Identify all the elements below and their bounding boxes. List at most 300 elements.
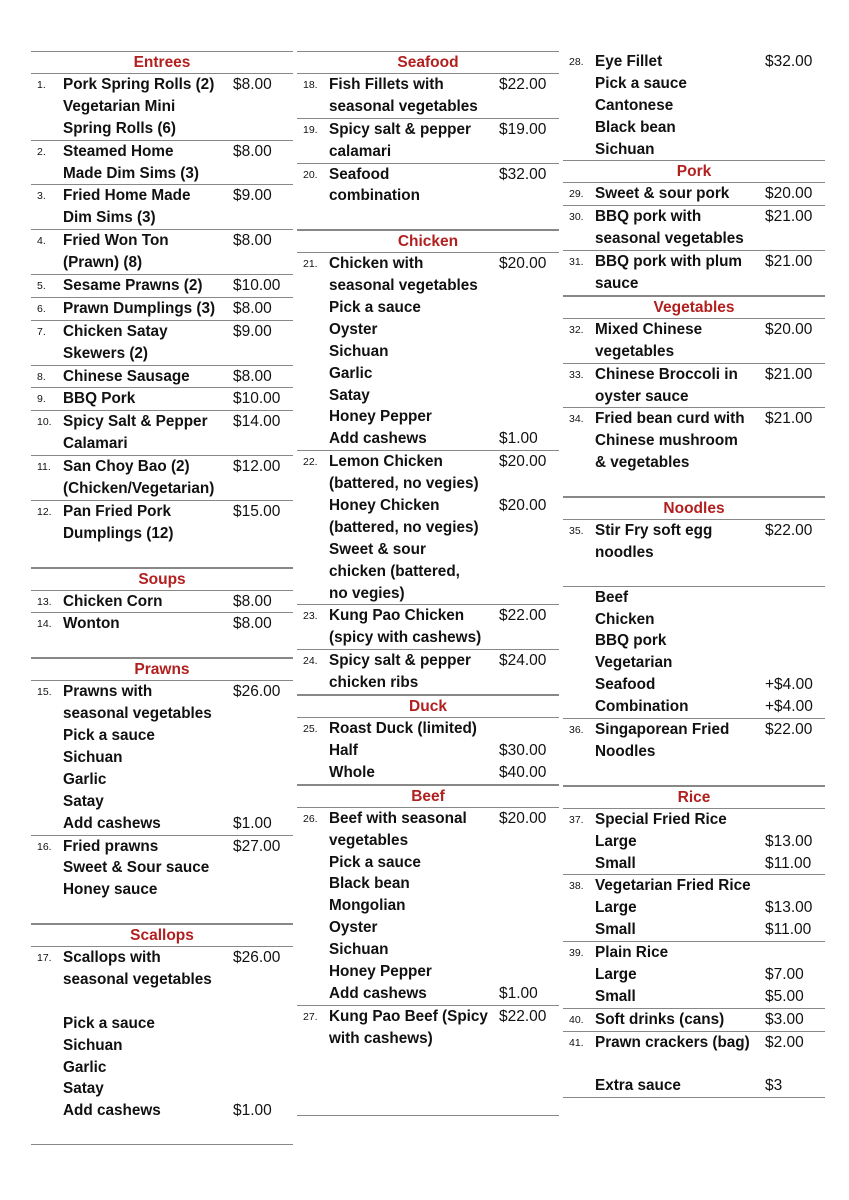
item-number — [297, 1093, 329, 1115]
item-number — [297, 141, 329, 163]
item-detail — [63, 545, 233, 567]
item-price — [499, 185, 559, 207]
item-price — [233, 545, 293, 567]
item-price — [233, 96, 293, 118]
menu-item — [31, 613, 293, 658]
item-detail: Sichuan — [63, 748, 123, 766]
item-price — [499, 275, 559, 297]
item-number — [563, 386, 595, 408]
item-number — [563, 139, 595, 161]
item-detail: Small — [595, 987, 636, 1005]
item-name: Mixed Chinese — [595, 320, 703, 338]
item-detail: Half — [329, 741, 358, 759]
item-price — [499, 1071, 559, 1093]
item-name: Fried prawns — [63, 837, 159, 855]
item-price — [233, 725, 293, 747]
item-price: $8.00 — [233, 299, 272, 317]
menu-item — [563, 942, 825, 1009]
item-number — [563, 696, 595, 718]
item-detail: (Prawn) (8) — [63, 254, 143, 272]
item-number — [563, 73, 595, 95]
item-detail: Sichuan — [329, 342, 389, 360]
item-name: Chinese Broccoli in — [595, 365, 738, 383]
item-price — [499, 939, 559, 961]
item-price — [233, 901, 293, 923]
item-price — [765, 542, 825, 564]
item-number — [563, 652, 595, 674]
item-number — [31, 1078, 63, 1100]
item-price — [499, 672, 559, 694]
item-name: Chinese Sausage — [63, 367, 190, 385]
item-number — [297, 297, 329, 319]
item-detail: Add cashews — [329, 430, 427, 448]
item-price: +$4.00 — [765, 676, 813, 694]
item-detail: Noodles — [595, 742, 656, 760]
item-number — [31, 207, 63, 229]
item-detail: Mongolian — [329, 897, 406, 915]
item-price — [499, 385, 559, 407]
item-number — [563, 763, 595, 785]
item-number — [297, 961, 329, 983]
menu-item — [563, 206, 825, 251]
item-detail: Pick a sauce — [595, 74, 687, 92]
menu-item — [31, 366, 293, 389]
item-price — [765, 809, 825, 831]
item-number — [563, 542, 595, 564]
item-detail: oyster sauce — [595, 387, 689, 405]
item-price: +$4.00 — [765, 698, 813, 716]
item-detail: Sichuan — [63, 1036, 123, 1054]
item-price: $1.00 — [499, 984, 538, 1002]
item-price — [765, 652, 825, 674]
item-price — [233, 703, 293, 725]
item-detail: with cashews) — [329, 1029, 433, 1047]
item-number — [31, 769, 63, 791]
item-price: $10.00 — [233, 390, 281, 408]
item-price: $9.00 — [233, 322, 272, 340]
item-detail — [595, 474, 765, 496]
item-detail: Small — [595, 854, 636, 872]
menu-item — [31, 321, 293, 366]
item-price: $26.00 — [233, 683, 281, 701]
item-price: $20.00 — [765, 185, 813, 203]
item-number — [297, 363, 329, 385]
item-price: $21.00 — [765, 410, 813, 428]
item-detail: Garlic — [63, 770, 107, 788]
item-price — [233, 343, 293, 365]
item-price — [233, 791, 293, 813]
item-number — [297, 917, 329, 939]
item-number: 38. — [569, 880, 584, 893]
item-name: Steamed Home — [63, 142, 174, 160]
item-number — [297, 207, 329, 229]
item-price — [499, 539, 559, 561]
item-number: 15. — [37, 686, 52, 699]
section-heading-seafood: Seafood — [297, 51, 559, 74]
menu-item — [31, 591, 293, 614]
menu-item — [297, 253, 559, 451]
menu-item — [297, 718, 559, 785]
item-number — [297, 185, 329, 207]
item-detail: chicken ribs — [329, 674, 419, 692]
item-price: $24.00 — [499, 652, 547, 670]
item-price — [499, 895, 559, 917]
item-detail — [329, 1071, 499, 1093]
item-name: Prawn crackers (bag) — [595, 1033, 750, 1051]
item-detail: Honey Pepper — [329, 408, 432, 426]
item-number — [31, 791, 63, 813]
item-price — [499, 627, 559, 649]
item-number — [563, 430, 595, 452]
item-name: Vegetarian Fried Rice — [595, 877, 751, 895]
item-detail — [329, 1093, 499, 1115]
item-detail: vegetables — [329, 831, 409, 849]
item-price — [765, 609, 825, 631]
item-number — [297, 895, 329, 917]
item-number — [297, 740, 329, 762]
item-price: $32.00 — [499, 165, 547, 183]
item-name: Lemon Chicken — [329, 453, 443, 471]
item-detail: Satay — [63, 792, 104, 810]
item-number — [297, 385, 329, 407]
menu-item — [297, 119, 559, 164]
item-number: 29. — [569, 188, 584, 201]
menu-column-3 — [563, 51, 825, 1098]
item-number — [297, 96, 329, 118]
item-price: $11.00 — [765, 921, 812, 939]
item-name: Kung Pao Chicken — [329, 607, 465, 625]
item-number — [563, 341, 595, 363]
section-heading-duck: Duck — [297, 695, 559, 718]
item-detail — [595, 763, 765, 785]
item-number — [31, 635, 63, 657]
item-detail: seasonal vegetables — [595, 230, 744, 248]
item-price: $30.00 — [499, 741, 547, 759]
item-price — [765, 1054, 825, 1076]
menu-item — [563, 520, 825, 587]
item-number: 35. — [569, 525, 584, 538]
item-number — [31, 1122, 63, 1144]
item-name: Fried bean curd with — [595, 410, 745, 428]
item-number — [297, 830, 329, 852]
item-number: 30. — [569, 211, 584, 224]
item-detail: Sweet & sour — [329, 540, 426, 558]
item-name: Fish Fillets with — [329, 76, 444, 93]
item-number: 11. — [37, 461, 51, 474]
menu-item — [31, 411, 293, 456]
item-detail: Pick a sauce — [63, 1014, 155, 1032]
item-number — [563, 474, 595, 496]
item-number: 18. — [303, 79, 318, 91]
item-price — [499, 363, 559, 385]
item-number — [563, 986, 595, 1008]
item-number — [297, 1071, 329, 1093]
section-heading-noodles: Noodles — [563, 497, 825, 520]
section-heading-prawns: Prawns — [31, 658, 293, 681]
item-number: 20. — [303, 168, 318, 181]
item-price: $26.00 — [233, 949, 281, 967]
item-price — [499, 583, 559, 605]
item-number — [297, 672, 329, 694]
item-number — [31, 478, 63, 500]
item-name: Chicken with — [329, 255, 424, 273]
item-detail: (battered, no vegies) — [329, 518, 479, 536]
item-detail: Honey Pepper — [329, 962, 432, 980]
item-number: 16. — [37, 840, 52, 853]
item-price: $8.00 — [233, 367, 272, 385]
menu-item — [31, 388, 293, 411]
item-price — [499, 1050, 559, 1072]
item-name: Beef with seasonal — [329, 809, 467, 827]
item-price — [765, 386, 825, 408]
item-detail: Garlic — [329, 364, 373, 382]
item-detail: Add cashews — [63, 1102, 161, 1120]
item-number — [31, 1013, 63, 1035]
item-price: $5.00 — [765, 987, 804, 1005]
item-number — [297, 319, 329, 341]
item-number: 23. — [303, 610, 318, 623]
item-number — [31, 725, 63, 747]
item-name: Spicy Salt & Pepper — [63, 413, 208, 431]
item-number: 27. — [303, 1010, 318, 1023]
item-price — [499, 473, 559, 495]
menu-item — [297, 605, 559, 650]
item-number: 31. — [569, 256, 584, 269]
item-detail: seasonal vegetables — [63, 705, 212, 723]
item-number: 34. — [569, 413, 584, 426]
section-heading-soups: Soups — [31, 568, 293, 591]
item-number: 26. — [303, 812, 318, 825]
item-number — [31, 343, 63, 365]
item-detail — [63, 1122, 233, 1144]
item-name: Sesame Prawns (2) — [63, 277, 203, 295]
item-price — [499, 341, 559, 363]
item-name: Prawn Dumplings (3) — [63, 299, 216, 317]
item-detail: Satay — [329, 386, 370, 404]
item-number — [563, 741, 595, 763]
item-number: 39. — [569, 947, 584, 960]
item-number — [31, 1035, 63, 1057]
item-detail: sauce — [595, 275, 639, 293]
item-price: $19.00 — [499, 120, 547, 138]
menu-item — [297, 1006, 559, 1116]
item-number — [563, 630, 595, 652]
item-price — [499, 830, 559, 852]
item-price — [233, 1035, 293, 1057]
item-number: 14. — [37, 618, 52, 631]
item-number: 32. — [569, 323, 584, 336]
menu-item — [563, 183, 825, 206]
item-number — [31, 879, 63, 901]
item-number — [31, 857, 63, 879]
item-price: $13.00 — [765, 832, 813, 850]
item-number: 4. — [37, 235, 46, 248]
item-detail: Small — [595, 921, 636, 939]
item-name: Roast Duck (limited) — [329, 720, 477, 738]
item-detail: no vegies) — [329, 584, 405, 602]
item-detail: Add cashews — [329, 984, 427, 1002]
menu-item — [563, 587, 825, 719]
item-name: Spicy salt & pepper — [329, 120, 471, 138]
item-detail: Oyster — [329, 919, 378, 937]
item-price — [233, 879, 293, 901]
item-number — [297, 406, 329, 428]
item-detail: Pick a sauce — [329, 853, 421, 871]
item-number — [31, 163, 63, 185]
item-price — [765, 763, 825, 785]
item-number — [31, 703, 63, 725]
item-price — [233, 207, 293, 229]
item-number — [297, 495, 329, 517]
item-number: 8. — [37, 370, 46, 383]
item-name: Fried Home Made — [63, 187, 191, 205]
item-number — [31, 433, 63, 455]
menu-item — [297, 164, 559, 231]
item-price: $12.00 — [233, 458, 281, 476]
section-heading-entrees: Entrees — [31, 51, 293, 74]
item-price: $20.00 — [765, 320, 813, 338]
item-detail — [329, 207, 499, 229]
item-price: $22.00 — [765, 522, 813, 540]
item-price: $2.00 — [765, 1033, 804, 1051]
item-detail: Garlic — [63, 1058, 107, 1076]
item-price — [499, 207, 559, 229]
item-price: $40.00 — [499, 763, 547, 781]
item-number: 40. — [569, 1013, 584, 1026]
item-price — [499, 961, 559, 983]
item-name: Wonton — [63, 615, 120, 633]
item-price — [765, 474, 825, 496]
item-number — [297, 762, 329, 784]
item-number: 1. — [37, 79, 46, 91]
menu-item — [297, 74, 559, 119]
item-price — [765, 341, 825, 363]
menu-item — [31, 947, 293, 1145]
item-number: 13. — [37, 595, 52, 608]
item-number: 37. — [569, 813, 584, 826]
item-detail: Honey sauce — [63, 881, 158, 899]
item-name: Plain Rice — [595, 944, 669, 962]
menu-item — [563, 719, 825, 786]
item-number — [563, 564, 595, 586]
item-number — [297, 852, 329, 874]
item-number: 19. — [303, 123, 318, 136]
menu-item — [31, 298, 293, 321]
item-number — [297, 539, 329, 561]
item-price — [499, 917, 559, 939]
item-number: 2. — [37, 145, 46, 158]
item-number — [563, 964, 595, 986]
item-price: $1.00 — [233, 1102, 272, 1120]
item-number — [31, 1100, 63, 1122]
menu-item — [31, 141, 293, 186]
item-price — [499, 852, 559, 874]
item-detail: Made Dim Sims (3) — [63, 164, 200, 182]
item-number — [297, 517, 329, 539]
section-heading-chicken: Chicken — [297, 230, 559, 253]
item-price: $32.00 — [765, 53, 813, 70]
item-price — [765, 95, 825, 117]
item-detail: seasonal vegetables — [329, 97, 478, 115]
item-price: $21.00 — [765, 365, 813, 383]
item-detail: Black bean — [329, 875, 410, 893]
item-price: $13.00 — [765, 899, 813, 917]
item-price — [499, 517, 559, 539]
menu-item — [563, 875, 825, 942]
menu-column-1 — [31, 51, 293, 1145]
menu-item — [563, 809, 825, 876]
item-detail: Cantonese — [595, 96, 674, 114]
item-price — [499, 297, 559, 319]
menu-item — [563, 319, 825, 364]
item-detail: Large — [595, 899, 637, 917]
item-price: $8.00 — [233, 615, 272, 633]
item-detail: Pick a sauce — [63, 727, 155, 745]
item-number — [563, 919, 595, 941]
item-detail: Vegetarian Mini — [63, 97, 176, 115]
item-name: Seafood — [329, 165, 390, 183]
item-price: $1.00 — [499, 430, 538, 448]
item-name: Stir Fry soft egg — [595, 522, 713, 540]
item-detail: Black bean — [595, 118, 676, 136]
item-price — [765, 741, 825, 763]
menu-item — [31, 185, 293, 230]
item-price — [233, 1057, 293, 1079]
item-number — [297, 561, 329, 583]
item-detail: Oyster — [329, 320, 378, 338]
menu-item — [31, 836, 293, 925]
item-number — [31, 1057, 63, 1079]
item-price — [233, 118, 293, 140]
item-price: $22.00 — [499, 76, 547, 93]
item-detail: combination — [329, 187, 420, 205]
item-price: $22.00 — [499, 1007, 547, 1025]
item-price — [233, 969, 293, 991]
item-name: Pork Spring Rolls (2) — [63, 76, 215, 93]
item-number — [563, 228, 595, 250]
item-detail: Dim Sims (3) — [63, 209, 156, 227]
item-number — [31, 118, 63, 140]
item-detail: Sichuan — [595, 140, 655, 158]
item-price — [499, 141, 559, 163]
item-number — [297, 428, 329, 450]
item-detail: seasonal vegetables — [63, 970, 212, 988]
menu-item — [31, 74, 293, 141]
item-detail: Seafood — [595, 676, 656, 694]
menu-item — [31, 681, 293, 835]
item-number — [563, 95, 595, 117]
item-detail — [595, 1054, 765, 1076]
item-price: $1.00 — [233, 814, 272, 832]
item-price: $20.00 — [499, 453, 547, 471]
menu-item — [563, 1009, 825, 1032]
item-price — [765, 139, 825, 161]
item-price — [499, 718, 559, 740]
item-price — [233, 163, 293, 185]
item-price — [233, 1078, 293, 1100]
item-number — [297, 341, 329, 363]
item-price — [765, 942, 825, 964]
item-number — [563, 609, 595, 631]
item-number — [563, 1075, 595, 1097]
item-detail: Large — [595, 832, 637, 850]
item-detail: Honey Chicken — [329, 497, 440, 515]
item-detail — [595, 564, 765, 586]
section-heading-scallops: Scallops — [31, 924, 293, 947]
item-number: 24. — [303, 655, 318, 668]
item-number — [297, 983, 329, 1005]
item-name: Fried Won Ton — [63, 232, 169, 250]
